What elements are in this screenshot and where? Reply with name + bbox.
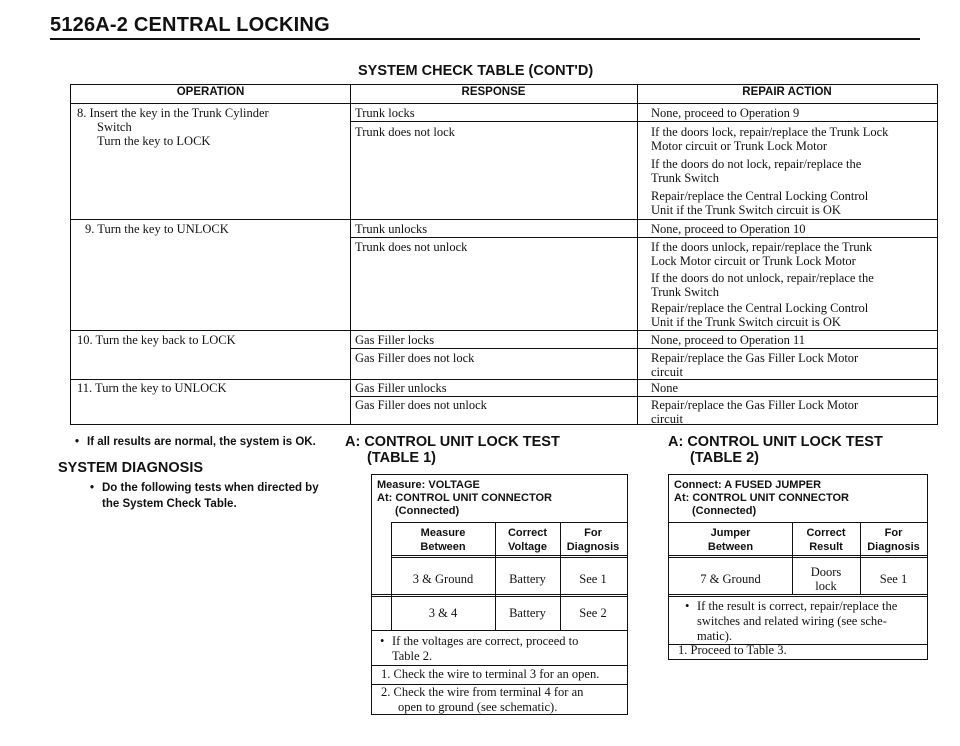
table2-header-bottom [669,555,927,558]
table1-row-divider [372,594,627,597]
sub-row-divider [350,237,937,238]
table1-meta: Measure: VOLTAGE At: CONTROL UNIT CONNECTOR (Connected) [377,479,552,517]
response-8-fail: Trunk does not lock [355,125,455,139]
action-9-fail-b: If the doors do not unlock, repair/replace the Trunk Switch [651,271,874,299]
response-11-pass: Gas Filler unlocks [355,381,447,395]
sub-row-divider [350,396,937,397]
action-10-fail: Repair/replace the Gas Filler Lock Motor circuit [651,351,859,379]
table1-header-bottom [391,555,627,558]
table2-title: A: CONTROL UNIT LOCK TEST (TABLE 2) [668,434,883,466]
table2-bullet-note: • If the result is correct, repair/replace the switches and related wiring (see sche- matic). [697,599,923,644]
header-divider [71,103,937,104]
table1-header-measure: Measure Between [420,527,466,553]
table1-step-1: 1. Check the wire to terminal 3 for an open. [381,667,600,681]
system-check-table-title: SYSTEM CHECK TABLE (CONT'D) [358,63,594,79]
row-divider [71,219,937,220]
row-divider [71,379,937,380]
table1-header-correct: Correct Voltage [507,527,548,553]
action-8-fail-c: Repair/replace the Central Locking Control Unit if the Trunk Switch circuit is OK [651,189,869,217]
column-header-operation: OPERATION [176,86,245,98]
normal-result-note: • If all results are normal, the system is OK. [87,434,316,450]
control-unit-lock-test-table-1 [371,474,628,715]
header-rule [50,38,920,40]
action-8-fail-a: If the doors lock, repair/replace the Trunk Lock Motor circuit or Trunk Lock Motor [651,125,889,153]
system-diagnosis-instructions: • Do the following tests when directed by the System Check Table. [102,480,319,512]
system-check-table [70,84,938,425]
operation-9: 9. Turn the key to UNLOCK [85,222,229,236]
table1-row2-diagnosis: See 2 [579,606,607,620]
table1-row1-diagnosis: See 1 [579,572,607,586]
system-diagnosis-heading: SYSTEM DIAGNOSIS [58,460,204,476]
action-11-fail: Repair/replace the Gas Filler Lock Motor circuit [651,398,859,426]
table2-header-result: Correct Result [806,527,846,553]
operation-8: 8. Insert the key in the Trunk Cylinder Switch Turn the key to LOCK [77,106,269,148]
table2-header-jumper: Jumper Between [707,527,754,553]
action-9-fail-a: If the doors unlock, repair/replace the Trunk Lock Motor circuit or Trunk Lock Motor [651,240,873,268]
action-11-pass: None [651,381,679,395]
column-header-response: RESPONSE [461,86,526,98]
table1-step-2: 2. Check the wire from terminal 4 for an open to ground (see schematic). [381,685,584,714]
table1-header-diagnosis: For Diagnosis [566,527,620,553]
table1-header-top [391,522,627,523]
table1-note-divider [372,665,627,666]
page-header-title: 5126A-2 CENTRAL LOCKING [50,14,330,36]
table2-row-jumper: 7 & Ground [700,572,761,586]
response-8-pass: Trunk locks [355,106,415,120]
row-divider [71,330,937,331]
control-unit-lock-test-table-2 [668,474,928,660]
table1-row1-correct: Battery [509,572,546,586]
action-9-fail-c: Repair/replace the Central Locking Control Unit if the Trunk Switch circuit is OK [651,301,869,329]
table1-row2-measure: 3 & 4 [428,606,458,620]
table2-meta: Connect: A FUSED JUMPER At: CONTROL UNIT CONNECTOR (Connected) [674,479,849,517]
action-10-pass: None, proceed to Operation 11 [651,333,805,347]
response-10-fail: Gas Filler does not lock [355,351,475,365]
operation-11: 11. Turn the key to UNLOCK [77,381,227,395]
action-8-pass: None, proceed to Operation 9 [651,106,800,120]
table1-row2-correct: Battery [509,606,546,620]
table2-row-divider [669,594,927,597]
response-11-fail: Gas Filler does not unlock [355,398,487,412]
response-9-fail: Trunk does not unlock [355,240,468,254]
table2-row-result: Doors lock [810,565,842,593]
table1-row1-measure: 3 & Ground [412,572,474,586]
operation-10: 10. Turn the key back to LOCK [77,333,236,347]
table2-header-top [669,522,927,523]
response-9-pass: Trunk unlocks [355,222,428,236]
table1-row-divider [372,630,627,631]
column-divider [637,85,638,424]
table2-row-diagnosis: See 1 [879,572,908,586]
action-9-pass: None, proceed to Operation 10 [651,222,806,236]
sub-row-divider [350,348,937,349]
table1-title: A: CONTROL UNIT LOCK TEST (TABLE 1) [345,434,560,466]
column-header-repair-action: REPAIR ACTION [742,86,832,98]
action-8-fail-b: If the doors do not lock, repair/replace the Trunk Switch [651,157,862,185]
response-10-pass: Gas Filler locks [355,333,435,347]
table2-step-1: 1. Proceed to Table 3. [678,643,787,657]
column-divider [350,85,351,424]
table2-header-diagnosis: For Diagnosis [867,527,920,553]
sub-row-divider [350,121,937,122]
table1-bullet-note: • If the voltages are correct, proceed to Table 2. [392,634,624,664]
